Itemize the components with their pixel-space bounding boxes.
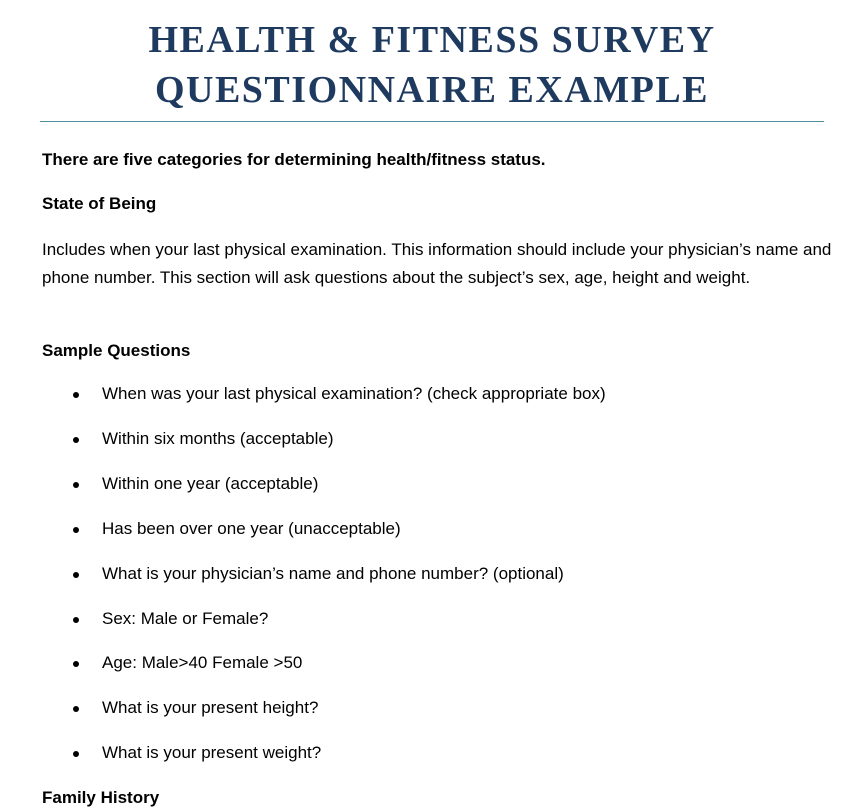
bullet-icon (73, 572, 79, 578)
page-title-line-2: QUESTIONNAIRE EXAMPLE (154, 69, 710, 111)
bullet-icon (73, 392, 79, 398)
intro-text: There are five categories for determining health/fitness status. (42, 150, 546, 169)
list-item-text: Sex: Male or Female? (102, 609, 269, 628)
list-item-text: Within one year (acceptable) (102, 474, 319, 493)
list-item-text: What is your present weight? (102, 743, 322, 762)
bullet-icon (73, 751, 79, 757)
list-item-text: Has been over one year (unacceptable) (102, 519, 401, 538)
bullet-icon (73, 437, 79, 443)
list-item-text: When was your last physical examination? (check appropriate box) (102, 384, 606, 403)
state-of-being-paragraph: Includes when your last physical examination. This information should include your physician’s name and phone number. This section will ask questions about the subject’s sex, age, height and weight. (42, 240, 832, 287)
list-item-text: What is your physician’s name and phone number? (optional) (102, 564, 564, 583)
bullet-icon (73, 527, 79, 533)
bullet-icon (73, 706, 79, 712)
section-heading-sample-questions: Sample Questions (42, 341, 191, 360)
section-heading-family-history: Family History (42, 788, 160, 807)
bullet-icon (73, 617, 79, 623)
list-item-text: Within six months (acceptable) (102, 429, 334, 448)
bullet-icon (73, 661, 79, 667)
title-divider (40, 121, 824, 122)
section-heading-state-of-being: State of Being (42, 194, 157, 213)
list-item-text: What is your present height? (102, 698, 319, 717)
list-item-text: Age: Male>40 Female >50 (102, 653, 303, 672)
page-title-line-1: HEALTH & FITNESS SURVEY (148, 19, 716, 61)
bullet-icon (73, 482, 79, 488)
